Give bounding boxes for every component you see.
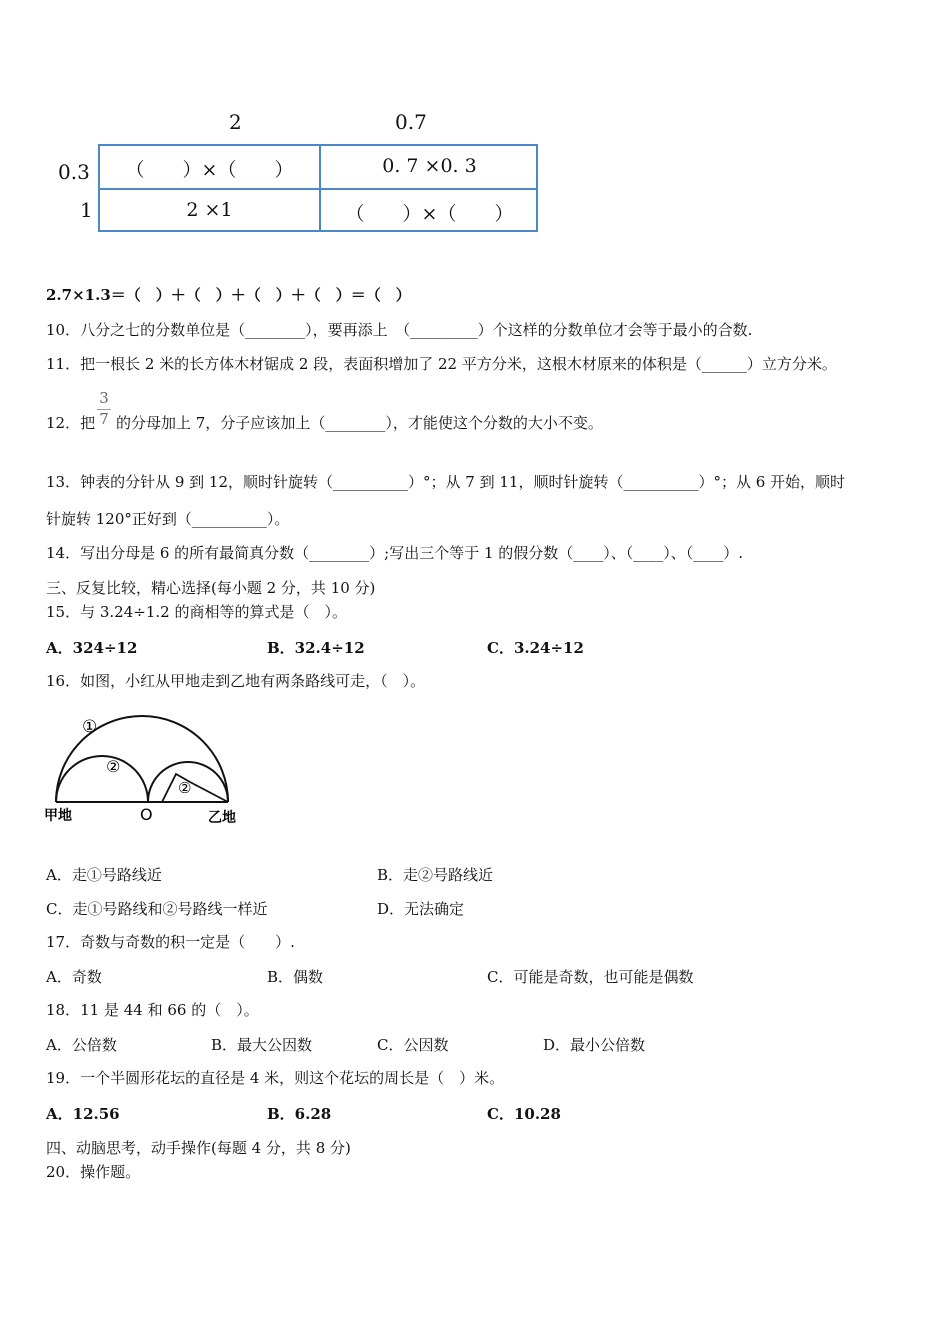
- route-inner-segment: [162, 774, 228, 802]
- q18-option-a: A．公倍数: [46, 1036, 117, 1054]
- section-3-heading: 三、反复比较，精心选择(每小题 2 分，共 10 分): [46, 579, 376, 597]
- grid-row-header-2: 1: [80, 198, 93, 222]
- question-12-prefix: 12．把: [46, 414, 96, 432]
- question-12-suffix: 的分母加上 7，分子应该加上（________），才能使这个分数的大小不变。: [116, 414, 603, 432]
- question-17: 17．奇数与奇数的积一定是（ ）.: [46, 933, 295, 951]
- question-18: 18．11 是 44 和 66 的（ ）。: [46, 1001, 259, 1019]
- section-4-heading: 四、动脑思考，动手操作(每题 4 分，共 8 分): [46, 1139, 351, 1157]
- q19-option-c: C．10.28: [487, 1105, 561, 1123]
- q16-option-d: D．无法确定: [377, 900, 465, 918]
- q18-option-c: C．公因数: [377, 1036, 449, 1054]
- question-15: 15．与 3.24÷1.2 的商相等的算式是（ ）。: [46, 603, 347, 621]
- question-10: 10．八分之七的分数单位是（________），要再添上 （_________）个这样的分数单位才会等于最小的合数.: [46, 321, 753, 339]
- q15-option-c: C．3.24÷12: [487, 639, 584, 657]
- q16-option-a: A．走①号路线近: [46, 866, 162, 884]
- route-2-label-b: ②: [178, 779, 192, 797]
- question-13-line2: 针旋转 120°正好到（__________）。: [46, 510, 290, 528]
- grid-col-header-1: 2: [229, 110, 242, 134]
- question-11: 11．把一根长 2 米的长方体木材锯成 2 段，表面积增加了 22 平方分米，这根木材原来的体积是（______）立方分米。: [46, 355, 837, 373]
- question-19: 19．一个半圆形花坛的直径是 4 米，则这个花坛的周长是（ ）米。: [46, 1069, 505, 1087]
- end-label: 乙地: [208, 810, 236, 826]
- grid-cell-r1c2: 0. 7 ×0. 3: [382, 155, 477, 177]
- grid-row-header-1: 0.3: [58, 160, 90, 184]
- grid-col-header-2: 0.7: [395, 110, 427, 134]
- grid-cell-r1c1: （ ）×（ ）: [125, 159, 294, 181]
- q17-option-b: B．偶数: [267, 968, 324, 986]
- route-1-label: ①: [82, 717, 98, 737]
- center-label: O: [140, 805, 153, 824]
- grid-divider-horizontal: [100, 188, 536, 190]
- grid-cell-r2c2: （ ）×（ ）: [345, 203, 514, 225]
- question-14: 14．写出分母是 6 的所有最简真分数（________）;写出三个等于 1 的假分数（____）、（____）、（____）.: [46, 544, 744, 562]
- question-16: 16．如图，小红从甲地走到乙地有两条路线可走，（ ）。: [46, 672, 426, 690]
- q16-option-c: C．走①号路线和②号路线一样近: [46, 900, 268, 918]
- q16-option-b: B．走②号路线近: [377, 866, 494, 884]
- fraction-numerator: 3: [99, 389, 109, 407]
- multiplication-grid: [98, 144, 538, 232]
- q18-option-d: D．最小公倍数: [543, 1036, 646, 1054]
- route-2-label-a: ②: [106, 757, 121, 776]
- q19-option-a: A．12.56: [46, 1105, 120, 1123]
- question-12-fraction: [97, 389, 111, 428]
- q19-option-b: B．6.28: [267, 1105, 332, 1123]
- route-2-arc-left: [56, 756, 148, 802]
- q17-option-c: C．可能是奇数，也可能是偶数: [487, 968, 694, 986]
- question-expansion: 2.7×1.3＝（ ）＋（ ）＋（ ）＋（ ）＝（ ）: [46, 286, 411, 304]
- q17-option-a: A．奇数: [46, 968, 102, 986]
- question-13-line1: 13．钟表的分针从 9 到 12，顺时针旋转（__________）°；从 7 到 11，顺时针旋转（__________）°；从 6 开始，顺时: [46, 473, 846, 491]
- q18-option-b: B．最大公因数: [211, 1036, 313, 1054]
- question-20: 20．操作题。: [46, 1163, 141, 1181]
- fraction-denominator: 7: [99, 410, 109, 428]
- q15-option-a: A．324÷12: [46, 639, 138, 657]
- grid-cell-r2c1: 2 ×1: [186, 199, 233, 221]
- q15-option-b: B．32.4÷12: [267, 639, 365, 657]
- route-diagram: [40, 708, 260, 833]
- start-label: 甲地: [44, 808, 72, 824]
